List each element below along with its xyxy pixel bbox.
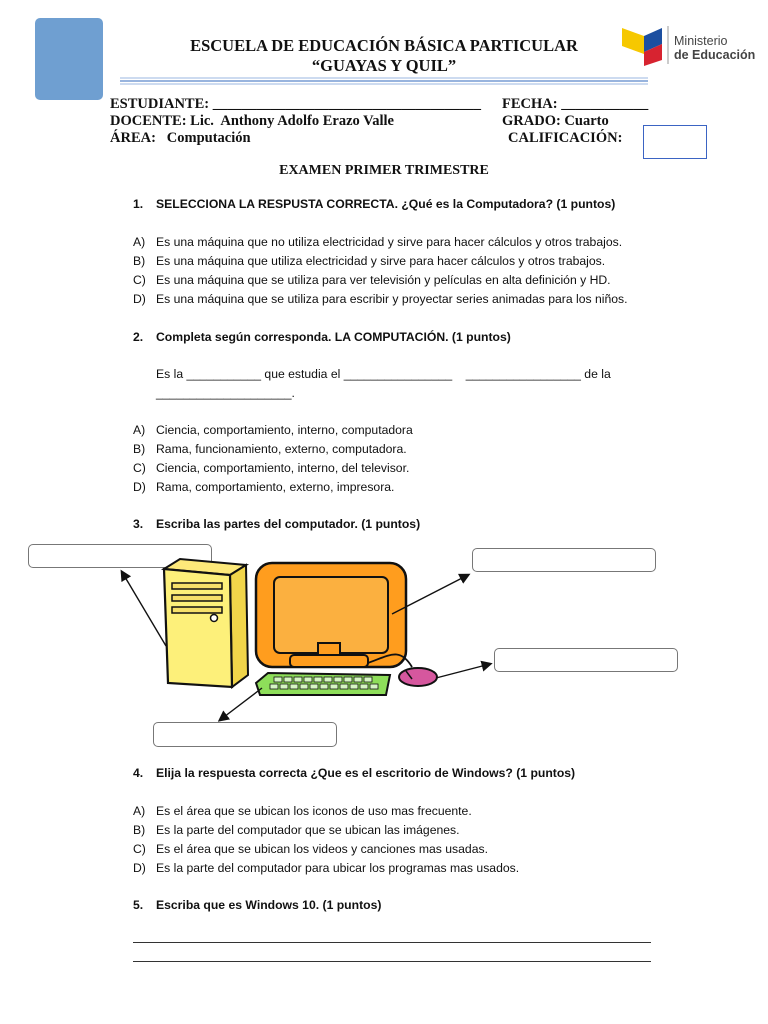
q1-number: 1.: [133, 197, 144, 211]
q2-option-letter: C): [133, 461, 146, 475]
q1-option-d: Es una máquina que se utiliza para escribir y proyectar series animadas para los niños.: [156, 292, 628, 306]
q5-text: Escriba que es Windows 10. (1 puntos): [156, 898, 382, 912]
q4-option-letter: A): [133, 804, 146, 818]
grade-field: GRADO: Cuarto: [502, 113, 609, 129]
q1-option-letter: A): [133, 235, 146, 249]
q5-number: 5.: [133, 898, 144, 912]
arrow-to-tower-box: [122, 572, 166, 646]
ministry-logo-line2: de Educación: [674, 48, 756, 62]
q2-number: 2.: [133, 330, 144, 344]
q4-number: 4.: [133, 766, 144, 780]
q2-option-a: Ciencia, comportamiento, interno, computadora: [156, 423, 413, 437]
q1-option-c: Es una máquina que se utiliza para ver televisión y películas en alta definición y HD.: [156, 273, 611, 287]
q2-option-letter: D): [133, 480, 146, 494]
score-box: [643, 125, 707, 159]
student-field: ESTUDIANTE: _____________________________________: [110, 96, 481, 112]
label-arrows: [0, 540, 768, 730]
q4-text: Elija la respuesta correcta ¿Que es el escritorio de Windows? (1 puntos): [156, 766, 576, 780]
school-name: ESCUELA DE EDUCACIÓN BÁSICA PARTICULAR: [190, 36, 578, 55]
q2-option-letter: B): [133, 442, 146, 456]
arrow-to-monitor-box: [392, 575, 468, 614]
exam-title: EXAMEN PRIMER TRIMESTRE: [279, 163, 489, 178]
q2-fill-line-2: ____________________.: [156, 386, 295, 400]
q1-text: SELECCIONA LA RESPUSTA CORRECTA. ¿Qué es la Computadora? (1 puntos): [156, 197, 616, 211]
q4-option-b: Es la parte del computador que se ubican las imágenes.: [156, 823, 460, 837]
teacher-field: DOCENTE: Lic. Anthony Adolfo Erazo Valle: [110, 113, 394, 129]
ministry-logo: [618, 20, 758, 73]
q1-option-letter: C): [133, 273, 146, 287]
q3-number: 3.: [133, 517, 144, 531]
ministry-logo-line1: Ministerio: [674, 34, 728, 48]
q5-answer-line-2[interactable]: [133, 961, 651, 962]
q1-option-letter: B): [133, 254, 146, 268]
q4-option-letter: C): [133, 842, 146, 856]
decorative-blue-square: [35, 18, 103, 100]
q5-answer-line-1[interactable]: [133, 942, 651, 943]
date-field: FECHA: ____________: [502, 96, 649, 112]
arrow-to-keyboard-box: [220, 688, 262, 720]
q1-option-a: Es una máquina que no utiliza electricidad y sirve para hacer cálculos y otros trabajos.: [156, 235, 623, 249]
q4-option-d: Es la parte del computador para ubicar los programas mas usados.: [156, 861, 520, 875]
q2-fill-line-1: Es la ___________ que estudia el ________________ _________________ de la: [156, 367, 611, 381]
q2-option-d: Rama, comportamiento, externo, impresora.: [156, 480, 395, 494]
score-label: CALIFICACIÓN:: [508, 130, 623, 146]
q2-option-c: Ciencia, comportamiento, interno, del televisor.: [156, 461, 410, 475]
q2-text: Completa según corresponda. LA COMPUTACIÓN. (1 puntos): [156, 330, 511, 344]
q3-text: Escriba las partes del computador. (1 puntos): [156, 517, 421, 531]
school-subtitle: “GUAYAS Y QUIL”: [311, 56, 457, 75]
q1-option-b: Es una máquina que utiliza electricidad y sirve para hacer cálculos y otros trabajos.: [156, 254, 606, 268]
q4-option-a: Es el área que se ubican los iconos de uso mas frecuente.: [156, 804, 472, 818]
q2-option-letter: A): [133, 423, 146, 437]
q4-option-c: Es el área que se ubican los videos y canciones mas usadas.: [156, 842, 488, 856]
q2-option-b: Rama, funcionamiento, externo, computadora.: [156, 442, 407, 456]
area-field: ÁREA: Computación: [110, 130, 251, 146]
q4-option-letter: D): [133, 861, 146, 875]
arrow-to-mouse-box: [436, 664, 490, 678]
q1-option-letter: D): [133, 292, 146, 306]
header-decorative-lines: [120, 76, 650, 86]
q4-option-letter: B): [133, 823, 146, 837]
